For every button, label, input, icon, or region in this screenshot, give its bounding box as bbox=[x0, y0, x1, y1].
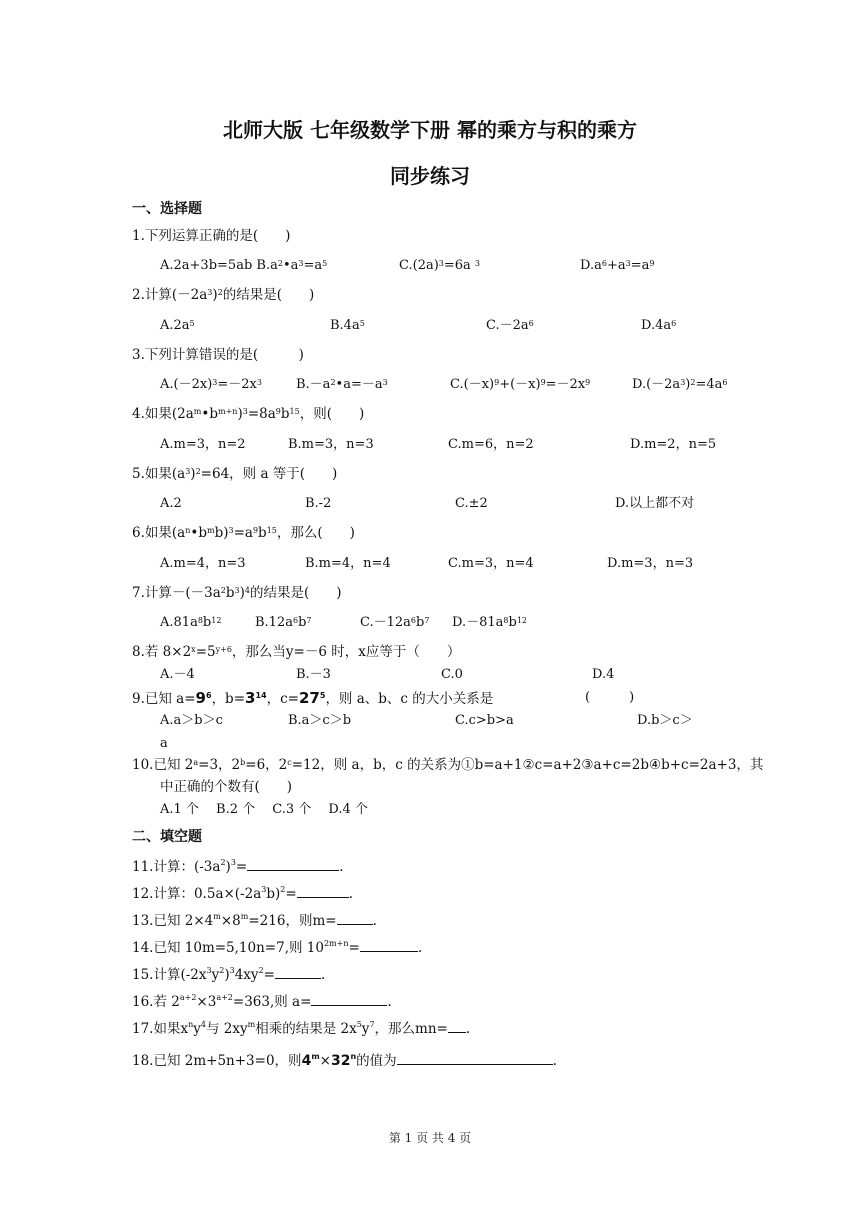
question-3: 3.下列计算错误的是( ) bbox=[132, 347, 304, 363]
document-title: 北师大版 七年级数学下册 幂的乘方与积的乘方 bbox=[223, 118, 637, 142]
q9-option-b: B.a＞c＞b bbox=[288, 713, 352, 728]
question-10-line2: 中正确的个数有( ) bbox=[160, 779, 293, 795]
q3-option-a: $A.(-2x)^3=-2x^3$ bbox=[160, 377, 262, 392]
q7-option-a: $A.81a^8b^{12}$ bbox=[160, 615, 222, 630]
document-subtitle: 同步练习 bbox=[390, 164, 470, 188]
section-heading-fill: 二、填空题 bbox=[132, 829, 202, 845]
q3-option-b: $B.-a^2•a=-a^3$ bbox=[296, 377, 388, 392]
q6-option-c: C.m=3，n=4 bbox=[448, 556, 534, 571]
question-7: 7.计算$-(-3a^2b^3)^4$的结果是( ) bbox=[132, 585, 342, 601]
q8-option-d: D.4 bbox=[592, 667, 615, 682]
question-17: 17.如果$x^ny^4$与 $2xy^m$相乘的结果是 $2x^5y^7$，那么mn= . bbox=[132, 1020, 471, 1037]
q9-option-d: D.b＞c＞ bbox=[637, 713, 693, 728]
q5-option-b: B.-2 bbox=[305, 496, 332, 511]
q9-option-a: A.a＞b＞c bbox=[160, 713, 223, 728]
question-18: 18.已知 2m+5n+3=0，则$4^m\times 32^n$的值为 . bbox=[132, 1052, 557, 1069]
question-14: 14.已知 10m=5,10n=7,则 $10^{2m+n}=$ . bbox=[132, 939, 423, 956]
answer-blank[interactable] bbox=[448, 1018, 466, 1033]
q9-option-c: C.c>b>a bbox=[455, 713, 514, 728]
question-16: 16.若 $2^{a+2}\times 3^{a+2}=363$,则 a= . bbox=[132, 993, 392, 1010]
q7-option-d: $D.-81a^8b^{12}$ bbox=[452, 615, 527, 630]
q8-option-c: C.0 bbox=[441, 667, 463, 682]
q7-option-b: $B.12a^6b^7$ bbox=[255, 615, 312, 630]
q7-option-c: $C.-12a^6b^7$ bbox=[360, 615, 430, 630]
q1-option-a: A.2a+3b=5ab $B.a^2•a^3=a^5$ bbox=[160, 258, 328, 273]
q2-option-a: $A.2a^5$ bbox=[160, 318, 195, 333]
q6-option-a: A.m=4，n=3 bbox=[160, 556, 246, 571]
question-9: 9.已知 $a=9^6$，$b=3^{14}$，$c=27^5$，则 a、b、c 的大小关系是 bbox=[132, 689, 494, 707]
answer-blank[interactable] bbox=[275, 964, 321, 979]
q9-option-d-wrap: a bbox=[160, 736, 168, 751]
answer-blank[interactable] bbox=[311, 991, 387, 1006]
q2-option-c: $C.-2a^6$ bbox=[486, 318, 534, 333]
q1-option-c: $C.(2a)^3=6a$ $^3$ bbox=[399, 258, 481, 273]
question-8: 8.若 $8\times 2^x=5^{y+6}$，那么当y=－6 时，x应等于（ ） bbox=[132, 644, 461, 660]
question-4: 4.如果$(2a^m•b^{m+n})^3=8a^9b^{15}$，则( ) bbox=[132, 406, 365, 422]
q4-option-c: C.m=6，n=2 bbox=[448, 437, 534, 452]
q9-answer-paren: ( ) bbox=[585, 690, 635, 705]
section-heading-choice: 一、选择题 bbox=[132, 201, 202, 217]
answer-blank[interactable] bbox=[397, 1050, 553, 1065]
answer-blank[interactable] bbox=[247, 856, 339, 871]
q8-option-b: B.－3 bbox=[296, 667, 331, 682]
question-13: 13.已知 $2\times 4^m\times 8^m=216$，则m= . bbox=[132, 912, 377, 929]
q4-option-b: B.m=3，n=3 bbox=[288, 437, 374, 452]
q3-option-c: $C.(-x)^9+(-x)^9=-2x^9$ bbox=[450, 377, 591, 392]
question-10: 10.已知 $2^a=3$，$2^b=6$，$2^c=12$，则 a，b，c 的关系为①b=a+1②c=a+2③a+c=2b④b+c=2a+3，其 bbox=[132, 757, 764, 773]
q10-options: A.1 个 B.2 个 C.3 个 D.4 个 bbox=[160, 802, 368, 817]
q2-option-d: $D.4a^6$ bbox=[641, 318, 677, 333]
answer-blank[interactable] bbox=[337, 910, 373, 925]
question-5: 5.如果$(a^3)^2=64$，则 a 等于( ) bbox=[132, 466, 338, 482]
q5-option-a: A.2 bbox=[160, 496, 182, 511]
question-6: 6.如果$(a^n•b^mb)^3=a^9b^{15}$，那么( ) bbox=[132, 525, 355, 541]
question-11: 11.计算：$(-3a^2)^3=$ . bbox=[132, 858, 344, 875]
q2-option-b: $B.4a^5$ bbox=[330, 318, 365, 333]
q1-option-d: $D.a^6+a^3=a^9$ bbox=[580, 258, 655, 273]
q5-option-c: C.±2 bbox=[455, 496, 488, 511]
q8-option-a: A.－4 bbox=[160, 667, 195, 682]
q6-option-d: D.m=3，n=3 bbox=[607, 556, 694, 571]
answer-blank[interactable] bbox=[297, 883, 349, 898]
question-2: 2.计算$(-2a^3)^2$的结果是( ) bbox=[132, 287, 315, 303]
q5-option-d: D.以上都不对 bbox=[615, 496, 695, 511]
question-15: 15.计算$(-2x^3y^2)^34xy^2=$ . bbox=[132, 966, 326, 983]
answer-blank[interactable] bbox=[360, 937, 418, 952]
q3-option-d: $D.(-2a^3)^2=4a^6$ bbox=[632, 377, 728, 392]
q6-option-b: B.m=4，n=4 bbox=[305, 556, 391, 571]
q4-option-d: D.m=2，n=5 bbox=[630, 437, 717, 452]
question-12: 12.计算：$0.5a\times(-2a^3b)^2=$ . bbox=[132, 885, 353, 902]
page-footer: 第 1 页 共 4 页 bbox=[388, 1131, 472, 1145]
q4-option-a: A.m=3，n=2 bbox=[160, 437, 246, 452]
question-1: 1.下列运算正确的是( ) bbox=[132, 228, 291, 244]
